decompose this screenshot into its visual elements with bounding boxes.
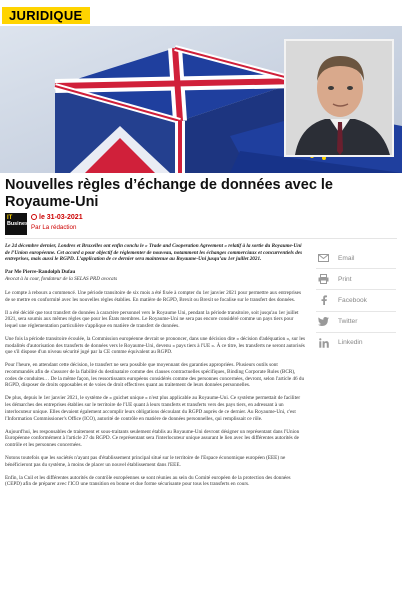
body-paragraph: Notons toutefois que les sociétés n'ayant pas d'établissement principal situé sur le territoire de l'Espace économique européen (EEE) ne bénéficieront pas du système, à moins de placer un nouvel établissement dans l'EEE. <box>5 454 286 468</box>
top-bar <box>0 0 402 26</box>
article-body <box>5 243 307 494</box>
body-paragraph: Une fois la période transitoire écoulée, la Commission européenne devrait se prononcer, dans une décision dite « décision d'adéquation », sur les modalités d'autorisation des transferts de données vers le Royaume-Uni, devenu « pays tiers à l'UE ». À ce titre, les transferts ne seront autorisés que s'il dispose d'un niveau sécurité jugé par la CE comme équivalent au RGPD. <box>5 335 306 356</box>
clock-icon <box>31 214 37 220</box>
lead-paragraph: Le 24 décembre dernier, Londres et Bruxelles ont enfin conclu le « Trade and Cooperation Agreement » relatif à la sortie du Royaume-Uni de l’Union européenne. Cet accord a pour objectif de réglementer de nouveau, notamment les échanges commerciaux et concurrentiels des entreprises, mais aussi le RGPD. L’application de ce dernier sera maintenue au Royaume-Uni jusqu’au 1er juillet 2021. <box>5 243 303 263</box>
envelope-icon <box>318 253 329 263</box>
body-paragraph: Le compte à rebours a commencé. Une période transitoire de six mois a été fixée à compter du 1er janvier 2021 pour permettre aux entreprises de se mettre en conformité avec les nouvelles règles établies. En matière de RGPD, Brexit ou Brexit se focalise sur le transfert des données. <box>5 289 302 303</box>
lead-author-role: Avocat à la cour, fondateur de la SELAS PRD avocats <box>5 276 118 283</box>
printer-icon <box>318 274 329 284</box>
hero-illustration <box>0 26 402 173</box>
divider <box>5 238 397 239</box>
body-paragraph: Il a été décidé que tout transfert de données à caractère personnel vers le Royaume Uni, pendant la période transitoire, soit jusqu'au 1er juillet 2021, sera soumis aux mêmes règles que pour les États membres. Le Royaume-Uni ne sera pas encore considéré comme un pays tiers pour lequel une réglementation particulière s'applique en matière de transfert de données. <box>5 309 299 329</box>
person-portrait <box>284 39 394 157</box>
share-linkedin-button[interactable]: Linkedin <box>316 335 396 351</box>
share-print-button[interactable]: Print <box>316 271 396 287</box>
publish-date: le 31-03-2021 <box>31 214 83 221</box>
body-paragraph: Aujourd'hui, les responsables de traitement et sous-traitants seulement établis au Royaume-Uni devront désigner un représentant dans l'Union Européenne conformément à l'article 27 du RGPD. Ce représentant sera l'interlocuteur unique assurant le lien avec les différentes autorités de contrôle et les personnes concernées. <box>5 428 300 448</box>
share-separator <box>316 289 396 290</box>
source-logo[interactable]: IT Business <box>5 213 27 235</box>
share-facebook-button[interactable]: Facebook <box>316 292 396 308</box>
section-tag[interactable]: JURIDIQUE <box>2 7 90 24</box>
share-separator <box>316 311 396 312</box>
author-link[interactable]: Par La rédaction <box>31 224 77 231</box>
lead-author: Par Me Pierre-Randolph Dufau <box>5 269 76 276</box>
share-email-button[interactable]: Email <box>316 250 396 266</box>
article-title: Nouvelles règles d’échange de données avec le Royaume-Uni <box>5 177 333 210</box>
body-paragraph: Pour l'heure, en attendant cette décision, le transfert ne sera possible que moyennant des garanties appropriées. Plusieurs outils sont recommandés afin de s'assurer de la fiabilité du destinataire comme des clauses contractuelles spécifiques, Binding Corporate Rules (BCR), codes de conduites… De la même façon, les ressortissants européens considérés comme des personnes concernées, devront, selon l'article 46 du RGPD, disposer de droits opposables et de voies de droit effectives quant au traitement de leurs données personnelles. <box>5 362 305 389</box>
twitter-icon <box>318 317 329 327</box>
linkedin-icon <box>318 338 329 348</box>
body-paragraph: De plus, depuis le 1er janvier 2021, le système de « guichet unique » n'est plus applicable au Royaume-Uni. Ce système permettait de faciliter les démarches des entreprises établies sur le territoire de l'UE quant à leurs transferts et transferts vers des pays tiers, en adressant à un interlocuteur unique. Elles devaient également accomplir leurs obligations découlant du RGPD auprès de ce dernier. Au Royaume-Uni, c'est l'Information Commissioner's Office (ICO), autorité de contrôle en matière de données personnelles, qui remplissait ce rôle. <box>5 395 301 422</box>
byline <box>5 213 325 235</box>
hero-image <box>0 26 402 173</box>
facebook-icon <box>318 295 329 305</box>
share-separator <box>316 268 396 269</box>
share-twitter-button[interactable]: Twitter <box>316 314 396 330</box>
body-paragraph: Enfin, la Cnil et les différentes autorités de contrôle européennes se sont réunies au sein du Comité européen de la protection des données (CEPD) afin de préparer avec l'ICO une transition en bonne et due forme sécurisante pour tous les transferts en cours. <box>5 474 291 488</box>
share-separator <box>316 332 396 333</box>
share-panel <box>316 250 396 353</box>
